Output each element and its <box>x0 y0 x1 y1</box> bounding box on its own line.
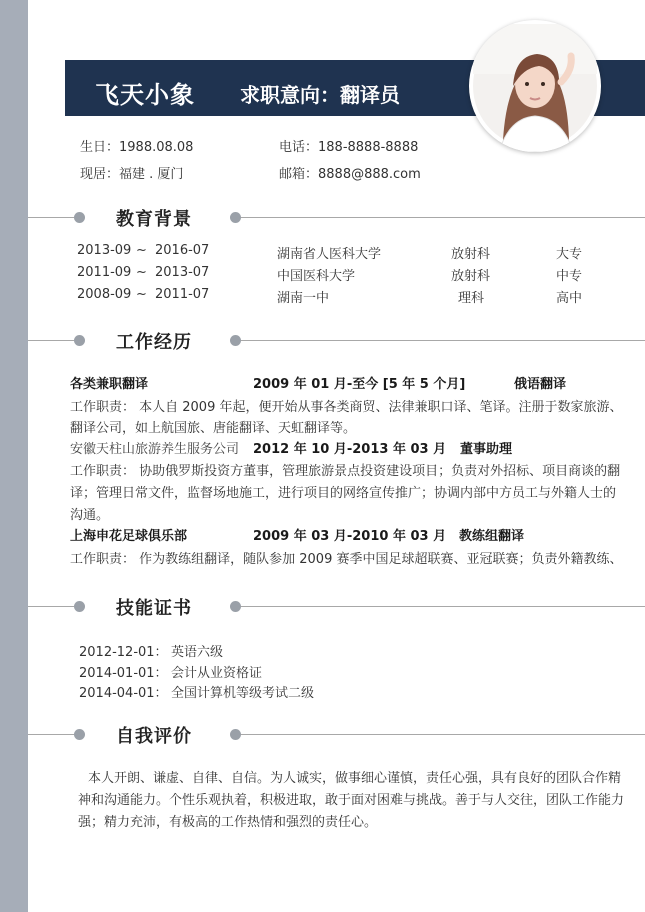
edu-start: 2011-09 <box>77 265 132 280</box>
section-education-header <box>28 205 645 231</box>
section-divider <box>28 734 74 735</box>
section-divider <box>241 340 645 341</box>
work-period: 2009 年 01 月-至今 [5 年 5 个月] <box>253 377 466 392</box>
section-bullet <box>230 729 241 740</box>
current-location: 现居：福建 . 厦门 <box>80 167 184 182</box>
candidate-name: 飞天小象 <box>95 81 195 109</box>
edu-start: 2013-09 <box>77 243 132 258</box>
birth-date: 生日：1988.08.08 <box>80 140 194 155</box>
work-period: 2009 年 03 月-2010 年 03 月 <box>253 529 447 544</box>
profile-photo <box>469 20 601 152</box>
edu-school: 湖南一中 <box>277 291 330 306</box>
section-bullet <box>74 335 85 346</box>
section-skills-header <box>28 594 645 620</box>
job-intent: 求职意向：翻译员 <box>240 83 400 107</box>
work-period: 2012 年 10 月-2013 年 03 月 <box>253 442 447 457</box>
work-duty-line: 翻译公司，如上航国旅、唐能翻译、天虹翻译等。 <box>70 421 357 436</box>
work-company: 各类兼职翻译 <box>70 377 149 392</box>
skill-name: 会计从业资格证 <box>171 666 263 681</box>
skill-name: 英语六级 <box>171 645 224 660</box>
work-duty-line: 工作职责： 作为教练组翻译，随队参加 2009 赛季中国足球超联赛、亚冠联赛；负责外籍教练、 <box>70 552 623 567</box>
section-bullet <box>230 212 241 223</box>
section-title: 自我评价 <box>116 726 192 747</box>
skill-date: 2014-04-01： <box>79 686 168 701</box>
edu-degree: 中专 <box>556 269 583 284</box>
section-title: 教育背景 <box>116 209 192 230</box>
edu-major: 放射科 <box>451 269 491 284</box>
work-company: 上海申花足球俱乐部 <box>70 529 188 544</box>
left-decor-stripe <box>0 0 28 912</box>
section-bullet <box>230 335 241 346</box>
section-divider <box>241 606 645 607</box>
self-eval-line: 本人开朗、谦虚、自律、自信。为人诚实，做事细心谨慎，责任心强，具有良好的团队合作精 <box>88 771 622 786</box>
work-duty-line: 译；管理日常文件，监督场地施工，进行项目的网络宣传推广；协调内部中方员工与外籍人士的 <box>70 486 617 501</box>
work-role: 教练组翻译 <box>459 529 525 544</box>
self-eval-line: 强；精力充沛，有极高的工作热情和强烈的责任心。 <box>78 815 378 830</box>
skill-name: 全国计算机等级考试二级 <box>171 686 315 701</box>
edu-major: 理科 <box>458 291 485 306</box>
section-title: 工作经历 <box>116 332 192 353</box>
work-duty-line: 沟通。 <box>70 508 110 523</box>
work-duty-line: 工作职责： 协助俄罗斯投资方董事，管理旅游景点投资建设项目；负责对外招标、项目商谈的翻 <box>70 464 621 479</box>
section-bullet <box>74 601 85 612</box>
edu-end: 2011-07 <box>155 287 210 302</box>
edu-sep: ~ <box>136 287 147 302</box>
section-work-header <box>28 328 645 354</box>
section-divider <box>28 217 74 218</box>
email-address: 邮箱：8888@888.com <box>279 167 421 182</box>
section-self-header <box>28 722 645 748</box>
work-company: 安徽天柱山旅游养生服务公司 <box>70 442 240 457</box>
edu-start: 2008-09 <box>77 287 132 302</box>
section-divider <box>28 606 74 607</box>
phone-number: 电话：188-8888-8888 <box>279 140 419 155</box>
self-eval-line: 神和沟通能力。个性乐观执着，积极进取，敢于面对困难与挑战。善于与人交往，团队工作能力 <box>78 793 625 808</box>
section-bullet <box>74 729 85 740</box>
section-divider <box>28 340 74 341</box>
edu-degree: 高中 <box>556 291 583 306</box>
edu-degree: 大专 <box>556 247 583 262</box>
section-divider <box>241 734 645 735</box>
portrait-image <box>469 20 601 152</box>
edu-end: 2016-07 <box>155 243 210 258</box>
work-role: 俄语翻译 <box>514 377 567 392</box>
edu-school: 中国医科大学 <box>277 269 356 284</box>
skill-date: 2014-01-01： <box>79 666 168 681</box>
skill-date: 2012-12-01： <box>79 645 168 660</box>
section-bullet <box>74 212 85 223</box>
section-bullet <box>230 601 241 612</box>
edu-major: 放射科 <box>451 247 491 262</box>
work-duty-line: 工作职责： 本人自 2009 年起，便开始从事各类商贸、法律兼职口译、笔译。注册于数家旅游、 <box>70 400 623 415</box>
section-title: 技能证书 <box>116 598 192 619</box>
section-divider <box>241 217 645 218</box>
work-role: 董事助理 <box>460 442 513 457</box>
edu-school: 湖南省人医科大学 <box>277 247 382 262</box>
edu-sep: ~ <box>136 243 147 258</box>
edu-end: 2013-07 <box>155 265 210 280</box>
edu-sep: ~ <box>136 265 147 280</box>
